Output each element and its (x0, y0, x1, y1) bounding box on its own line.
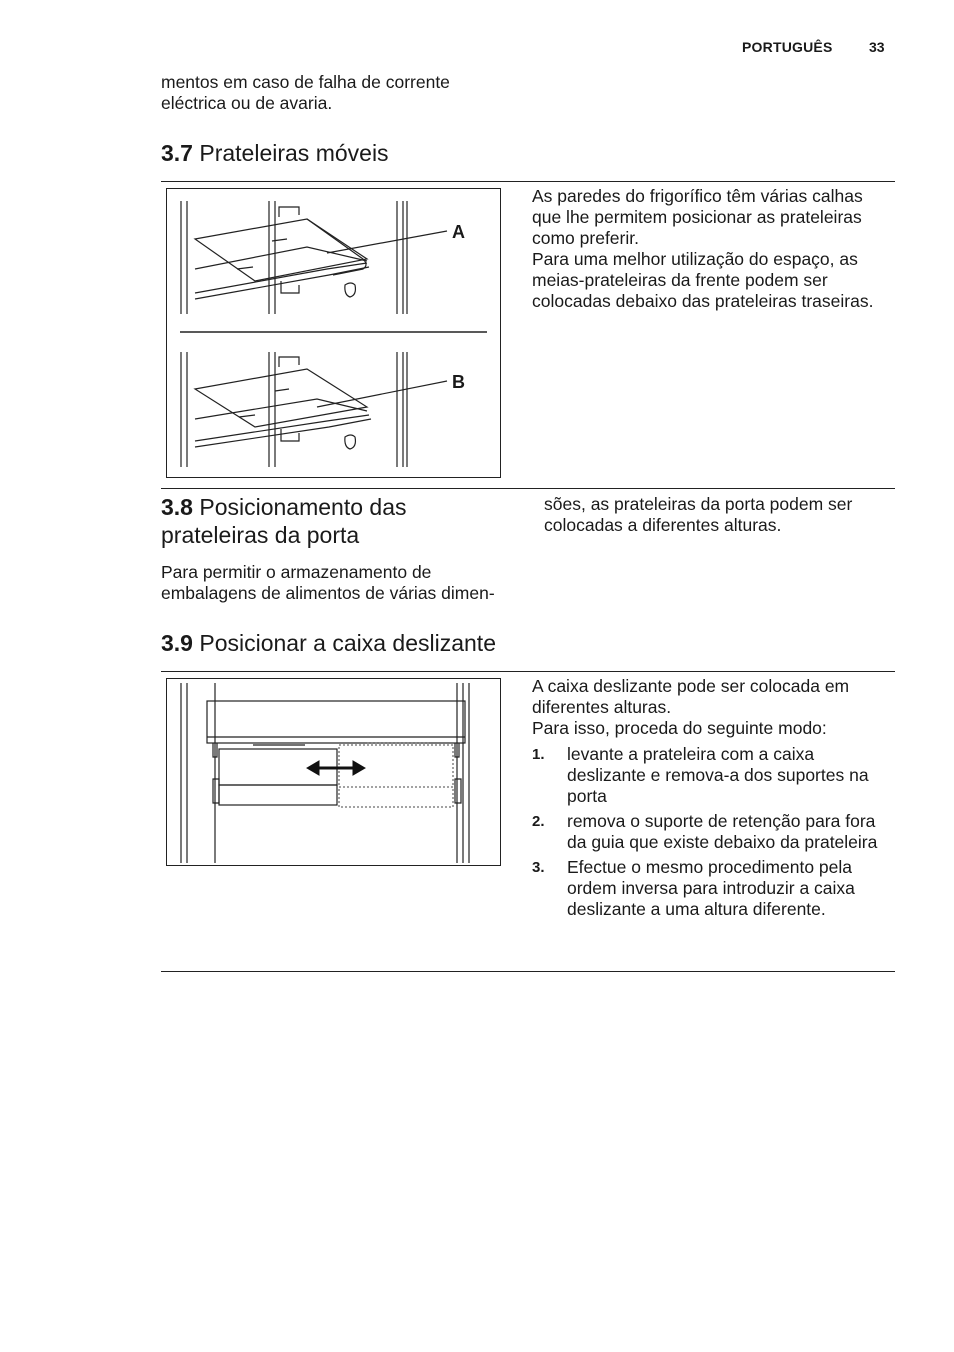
section-rule (161, 181, 895, 182)
paragraph: A caixa deslizante pode ser colocada em diferentes alturas. (532, 676, 850, 717)
figure-label-b: B (452, 372, 465, 392)
sliding-box-illustration (167, 679, 500, 865)
step-text: remova o suporte de retenção para fora da guia que existe debaixo da prateleira (567, 811, 878, 852)
step-number: 2. (532, 813, 545, 830)
paragraph: As paredes do frigorífico têm várias calhas que lhe permitem posicionar as prateleiras como preferir. (532, 186, 863, 248)
list-item (532, 857, 888, 920)
section-3-9-text (532, 676, 888, 924)
section-3-7-text (532, 186, 888, 312)
list-item (532, 744, 888, 807)
movable-shelves-figure (166, 188, 501, 478)
paragraph: Para uma melhor utilização do espaço, as meias-prateleiras da frente podem ser colocadas debaixo das prateleiras traseiras. (532, 249, 874, 311)
section-rule (161, 488, 895, 489)
section-number: 3.8 (161, 494, 193, 520)
figure-label-a: A (452, 222, 465, 242)
section-title: Posicionamento das prateleiras da porta (161, 494, 407, 548)
section-3-8-text-right: sões, as prateleiras da porta podem ser colocadas a diferentes alturas. (544, 494, 853, 535)
section-rule (161, 971, 895, 972)
section-rule (161, 671, 895, 672)
section-number: 3.9 (161, 630, 193, 656)
header-language: PORTUGUÊS (742, 39, 833, 55)
section-3-8-heading (161, 493, 501, 549)
section-title: Prateleiras móveis (199, 140, 389, 166)
section-3-7-heading (161, 139, 389, 167)
section-number: 3.7 (161, 140, 193, 166)
intro-continuation: mentos em caso de falha de corrente eléctrica ou de avaria. (161, 72, 450, 113)
page-number: 33 (869, 39, 885, 55)
step-text: levante a prateleira com a caixa deslizante e remova-a dos suportes na porta (567, 744, 869, 806)
step-number: 1. (532, 746, 545, 763)
section-3-8-text-left: Para permitir o armazenamento de embalagens de alimentos de várias dimen- (161, 562, 495, 603)
paragraph: Para isso, proceda do seguinte modo: (532, 718, 827, 738)
section-3-9-heading (161, 629, 496, 657)
step-number: 3. (532, 859, 545, 876)
list-item (532, 811, 888, 853)
step-text: Efectue o mesmo procedimento pela ordem inversa para introduzir a caixa deslizante a uma altura diferente. (567, 857, 855, 919)
movable-shelves-illustration (167, 189, 500, 477)
steps-list (532, 744, 888, 920)
sliding-box-figure (166, 678, 501, 866)
section-title: Posicionar a caixa deslizante (199, 630, 496, 656)
